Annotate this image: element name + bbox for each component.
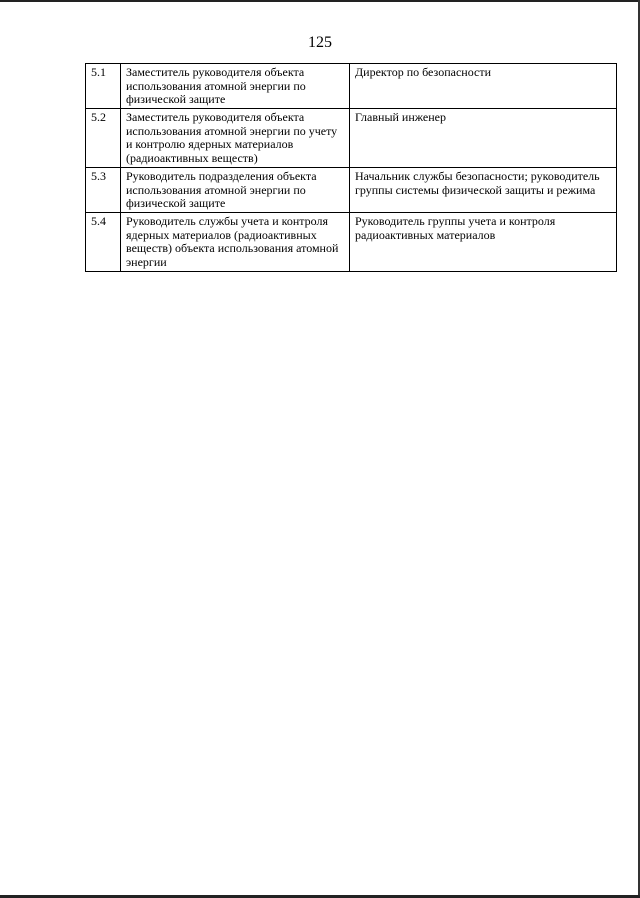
substitute-cell <box>350 109 617 168</box>
page-number: 125 <box>308 34 332 51</box>
position-cell <box>121 213 350 272</box>
position-cell <box>121 168 350 213</box>
substitute-cell <box>350 64 617 109</box>
substitute-text: Главный инженер <box>355 110 446 124</box>
substitute-cell <box>350 168 617 213</box>
position-text: Руководитель подразделения объекта использования атомной энергии по физической защите <box>126 169 317 210</box>
position-text: Заместитель руководителя объекта использования атомной энергии по учету и контролю ядерных материалов (радиоактивных веществ) <box>126 110 338 165</box>
table-row <box>86 64 617 109</box>
substitute-cell <box>350 213 617 272</box>
substitute-text: Руководитель группы учета и контроля радиоактивных материалов <box>355 214 556 242</box>
table-row <box>86 109 617 168</box>
position-cell <box>121 109 350 168</box>
row-number-cell <box>86 109 121 168</box>
table-row <box>86 213 617 272</box>
position-text: Руководитель службы учета и контроля ядерных материалов (радиоактивных веществ) объекта использования атомной энергии <box>126 214 339 269</box>
position-cell <box>121 64 350 109</box>
positions-table <box>85 63 617 272</box>
substitute-text: Директор по безопасности <box>355 65 491 79</box>
row-number-cell <box>86 64 121 109</box>
substitute-text: Начальник службы безопасности; руководитель группы системы физической защиты и режима <box>355 169 600 197</box>
scan-edge-top <box>0 0 640 2</box>
row-number: 5.4 <box>91 214 106 228</box>
table-row <box>86 168 617 213</box>
position-text: Заместитель руководителя объекта использования атомной энергии по физической защите <box>126 65 306 106</box>
row-number-cell <box>86 213 121 272</box>
row-number: 5.2 <box>91 110 106 124</box>
row-number: 5.3 <box>91 169 106 183</box>
row-number: 5.1 <box>91 65 106 79</box>
row-number-cell <box>86 168 121 213</box>
